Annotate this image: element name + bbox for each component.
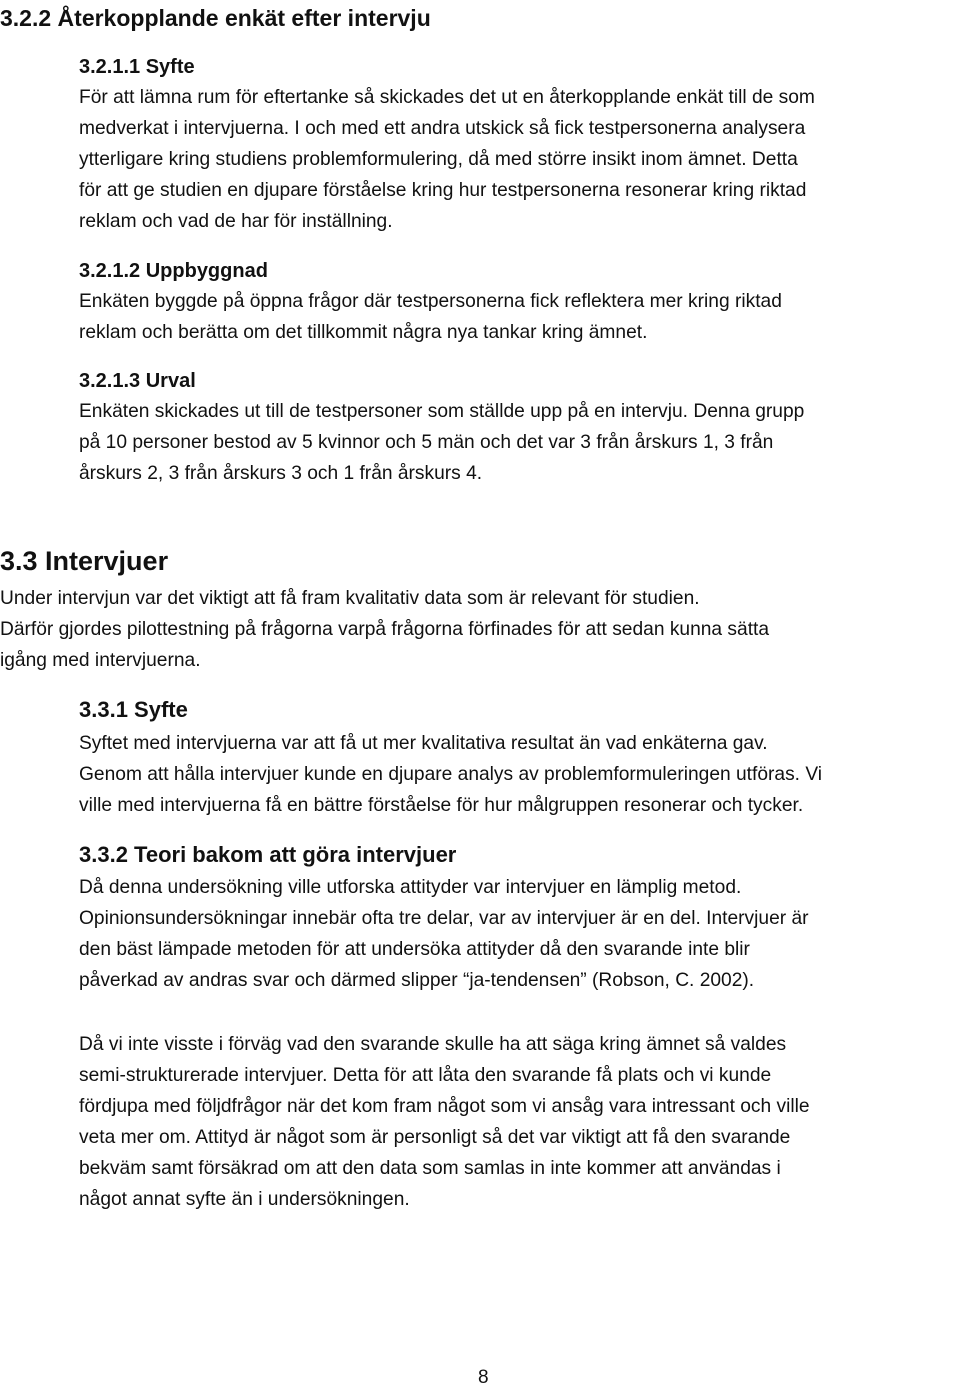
text-line: något annat syfte än i undersökningen. [79, 1189, 410, 1210]
text-line: bekväm samt försäkrad om att den data som samlas in inte kommer att användas i [79, 1158, 781, 1179]
text-line: Då vi inte visste i förväg vad den svarande skulle ha att säga kring ämnet så valdes [79, 1034, 787, 1055]
text-line: medverkat i intervjuerna. I och med ett andra utskick så fick testpersonerna analysera [79, 118, 806, 139]
text-line: påverkad av andras svar och därmed slipper “ja-tendensen” (Robson, C. 2002). [79, 970, 755, 991]
page-number: 8 [478, 1367, 489, 1388]
paragraph-syfte [79, 82, 815, 237]
paragraph-3-3-2-b [79, 1029, 810, 1215]
text-line: Därför gjordes pilottestning på frågorna varpå frågorna förfinades för att sedan kunna sätta [0, 619, 770, 640]
text-line: Under intervjun var det viktigt att få fram kvalitativ data som är relevant för studien. [0, 588, 700, 609]
text-line: Enkäten skickades ut till de testpersoner som ställde upp på en intervju. Denna grupp [79, 401, 805, 422]
text-line: För att lämna rum för eftertanke så skickades det ut en återkopplande enkät till de som [79, 87, 815, 108]
subsection-heading-uppbyggnad: 3.2.1.2 Uppbyggnad [79, 260, 268, 282]
paragraph-3-3-2-a [79, 872, 809, 996]
text-line: den bäst lämpade metoden för att undersöka attityder då den svarande inte blir [79, 939, 750, 960]
section-heading-3-2-2: 3.2.2 Återkopplande enkät efter intervju [0, 5, 431, 31]
subsection-heading-urval: 3.2.1.3 Urval [79, 370, 196, 392]
subsection-heading-syfte: 3.2.1.1 Syfte [79, 56, 195, 78]
text-line: fördjupa med följdfrågor när det kom fram något som vi ansåg vara intressant och ville [79, 1096, 810, 1117]
paragraph-urval [79, 396, 804, 489]
text-line: ytterligare kring studiens problemformulering, då med större insikt inom ämnet. Detta [79, 149, 798, 170]
text-line: reklam och berätta om det tillkommit några nya tankar kring ämnet. [79, 322, 648, 343]
text-line: Opinionsundersökningar innebär ofta tre delar, var av intervjuer är en del. Intervjuer är [79, 908, 809, 929]
text-line: igång med intervjuerna. [0, 650, 201, 671]
text-line: Genom att hålla intervjuer kunde en djupare analys av problemformuleringen utföras. Vi [79, 764, 823, 785]
paragraph-uppbyggnad [79, 286, 782, 348]
subsection-heading-3-3-1: 3.3.1 Syfte [79, 697, 188, 722]
text-line: ville med intervjuerna få en bättre förståelse för hur målgruppen resonerar och tycker. [79, 795, 804, 816]
subsection-heading-3-3-2: 3.3.2 Teori bakom att göra intervjuer [79, 842, 457, 867]
text-line: årskurs 2, 3 från årskurs 3 och 1 från årskurs 4. [79, 463, 483, 484]
text-line: reklam och vad de har för inställning. [79, 211, 393, 232]
section-heading-3-3: 3.3 Intervjuer [0, 546, 169, 576]
paragraph-3-3-1 [79, 728, 822, 821]
text-line: för att ge studien en djupare förståelse kring hur testpersonerna resonerar kring riktad [79, 180, 807, 201]
text-line: semi-strukturerade intervjuer. Detta för att låta den svarande få plats och vi kunde [79, 1065, 772, 1086]
text-line: Då denna undersökning ville utforska attityder var intervjuer en lämplig metod. [79, 877, 742, 898]
text-line: på 10 personer bestod av 5 kvinnor och 5 män och det var 3 från årskurs 1, 3 från [79, 432, 774, 453]
paragraph-intervjuer [0, 583, 769, 676]
text-line: Enkäten byggde på öppna frågor där testpersonerna fick reflektera mer kring riktad [79, 291, 782, 312]
text-line: veta mer om. Attityd är något som är personligt så det var viktigt att få den svarande [79, 1127, 791, 1148]
text-line: Syftet med intervjuerna var att få ut mer kvalitativa resultat än vad enkäterna gav. [79, 733, 768, 754]
